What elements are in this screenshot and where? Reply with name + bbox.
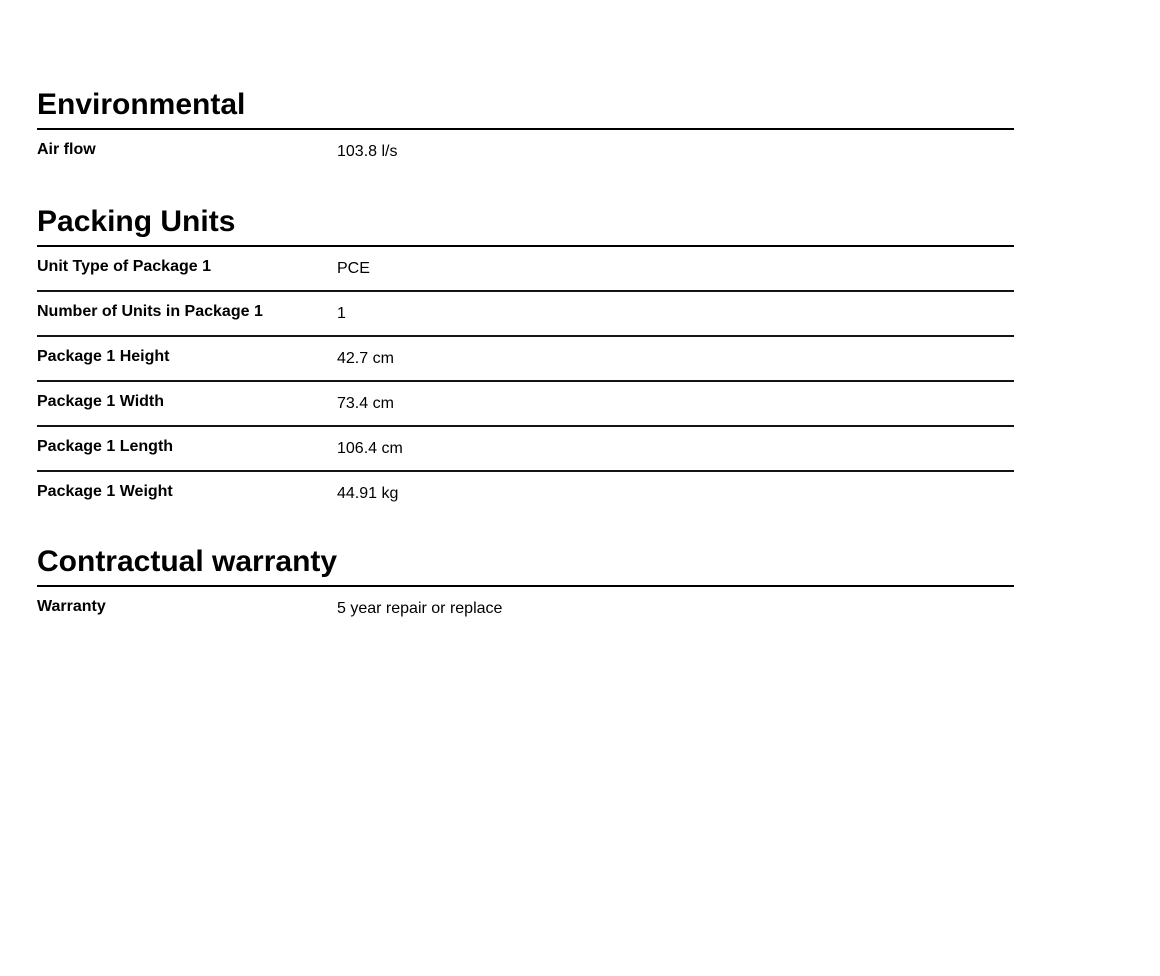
spec-value-unit-type: PCE — [337, 260, 370, 277]
row-package-1-width — [37, 382, 1014, 427]
spec-label-unit-type: Unit Type of Package 1 — [37, 258, 211, 275]
section-title-contractual-warranty: Contractual warranty — [37, 545, 1014, 587]
row-warranty — [37, 587, 1014, 630]
section-title-environmental: Environmental — [37, 88, 1014, 130]
product-spec-document — [37, 88, 1014, 630]
packing-units-rows — [37, 247, 1014, 515]
spec-label-warranty: Warranty — [37, 598, 106, 615]
spec-value-package-length: 106.4 cm — [337, 440, 403, 457]
section-title-packing-units: Packing Units — [37, 205, 1014, 247]
section-packing-units — [37, 205, 1014, 515]
environmental-rows — [37, 130, 1014, 173]
row-package-1-length — [37, 427, 1014, 472]
spec-value-package-width: 73.4 cm — [337, 395, 394, 412]
spec-value-package-weight: 44.91 kg — [337, 485, 399, 502]
spec-value-warranty: 5 year repair or replace — [337, 600, 503, 617]
row-air-flow — [37, 130, 1014, 173]
spec-label-number-of-units: Number of Units in Package 1 — [37, 303, 263, 320]
row-number-of-units-in-package-1 — [37, 292, 1014, 337]
spec-value-number-of-units: 1 — [337, 305, 346, 322]
spec-label-package-length: Package 1 Length — [37, 438, 174, 455]
section-environmental — [37, 88, 1014, 173]
spec-label-package-height: Package 1 Height — [37, 348, 170, 365]
row-package-1-height — [37, 337, 1014, 382]
row-package-1-weight — [37, 472, 1014, 515]
spec-label-package-width: Package 1 Width — [37, 393, 165, 410]
spec-value-air-flow: 103.8 l/s — [337, 143, 398, 160]
spec-value-package-height: 42.7 cm — [337, 350, 394, 367]
spec-label-package-weight: Package 1 Weight — [37, 483, 173, 500]
row-unit-type-of-package-1 — [37, 247, 1014, 292]
spec-label-air-flow: Air flow — [37, 141, 96, 158]
contractual-warranty-rows — [37, 587, 1014, 630]
section-contractual-warranty — [37, 545, 1014, 630]
